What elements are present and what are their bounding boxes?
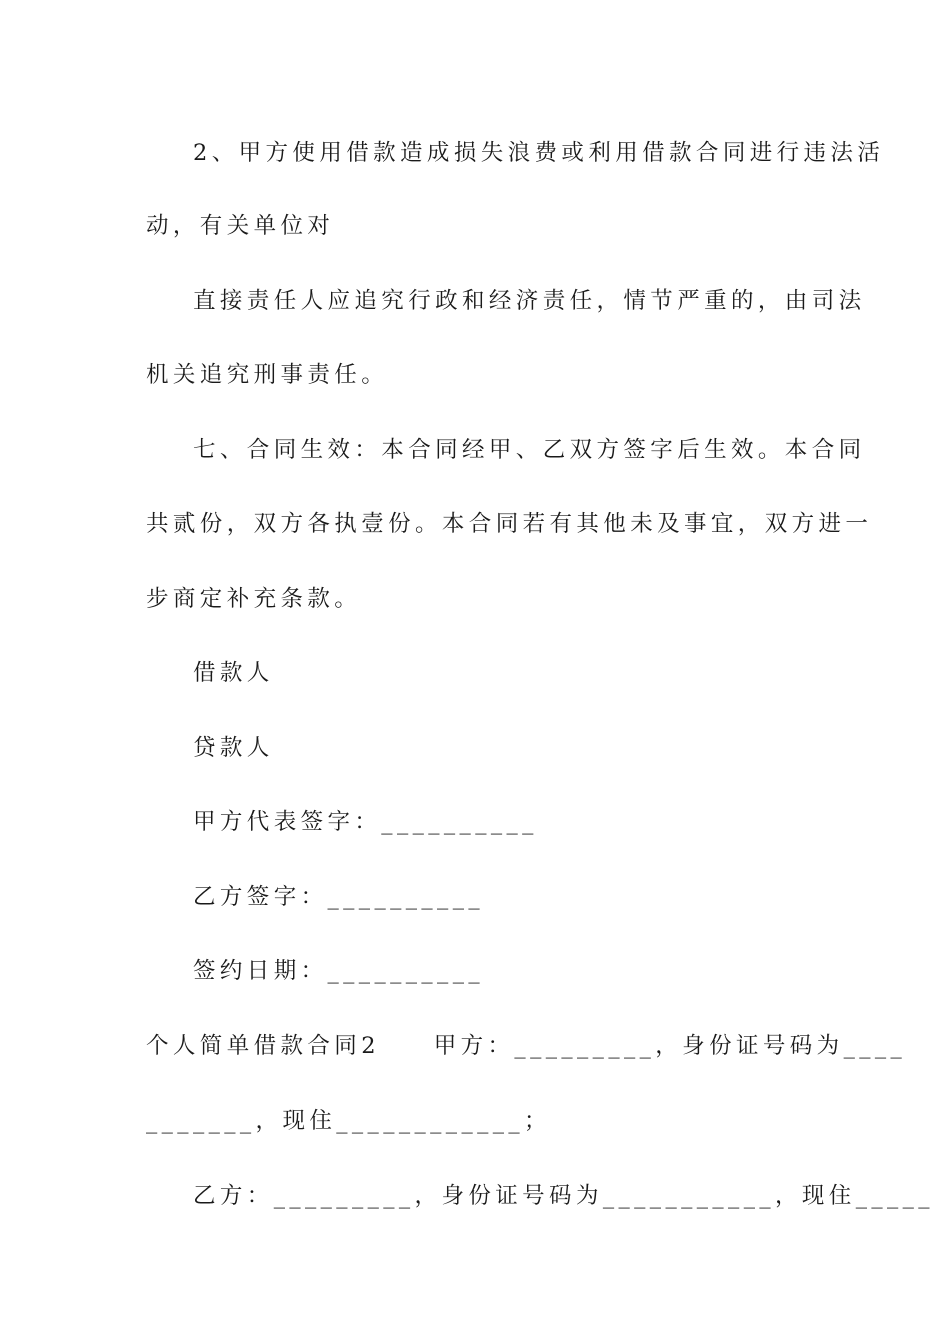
party-a-signature-line: 甲方代表签字：__________ bbox=[193, 809, 538, 835]
borrower-label: 借款人 bbox=[193, 660, 274, 686]
party-b-line: 乙方：_________，身份证号码为___________，现住_____ bbox=[193, 1183, 934, 1209]
contract-2-heading-party-a: 个人简单借款合同2 甲方：_________，身份证号码为____ bbox=[146, 1033, 907, 1059]
paragraph-clause-7-end: 步商定补充条款。 bbox=[146, 586, 362, 612]
paragraph-responsibility: 直接责任人应追究行政和经济责任，情节严重的，由司法 bbox=[193, 288, 866, 314]
paragraph-clause-2-cont: 动，有关单位对 bbox=[146, 213, 335, 239]
paragraph-responsibility-cont: 机关追究刑事责任。 bbox=[146, 362, 389, 388]
paragraph-clause-2: 2、甲方使用借款造成损失浪费或利用借款合同进行违法活 bbox=[193, 140, 885, 166]
party-a-address-line: _______，现住____________； bbox=[146, 1108, 551, 1134]
party-b-signature-line: 乙方签字：__________ bbox=[193, 884, 485, 910]
lender-label: 贷款人 bbox=[193, 735, 274, 761]
paragraph-clause-7: 七、合同生效：本合同经甲、乙双方签字后生效。本合同 bbox=[193, 437, 866, 463]
paragraph-clause-7-cont: 共贰份，双方各执壹份。本合同若有其他未及事宜，双方进一 bbox=[146, 511, 873, 537]
signing-date-line: 签约日期：__________ bbox=[193, 958, 485, 984]
